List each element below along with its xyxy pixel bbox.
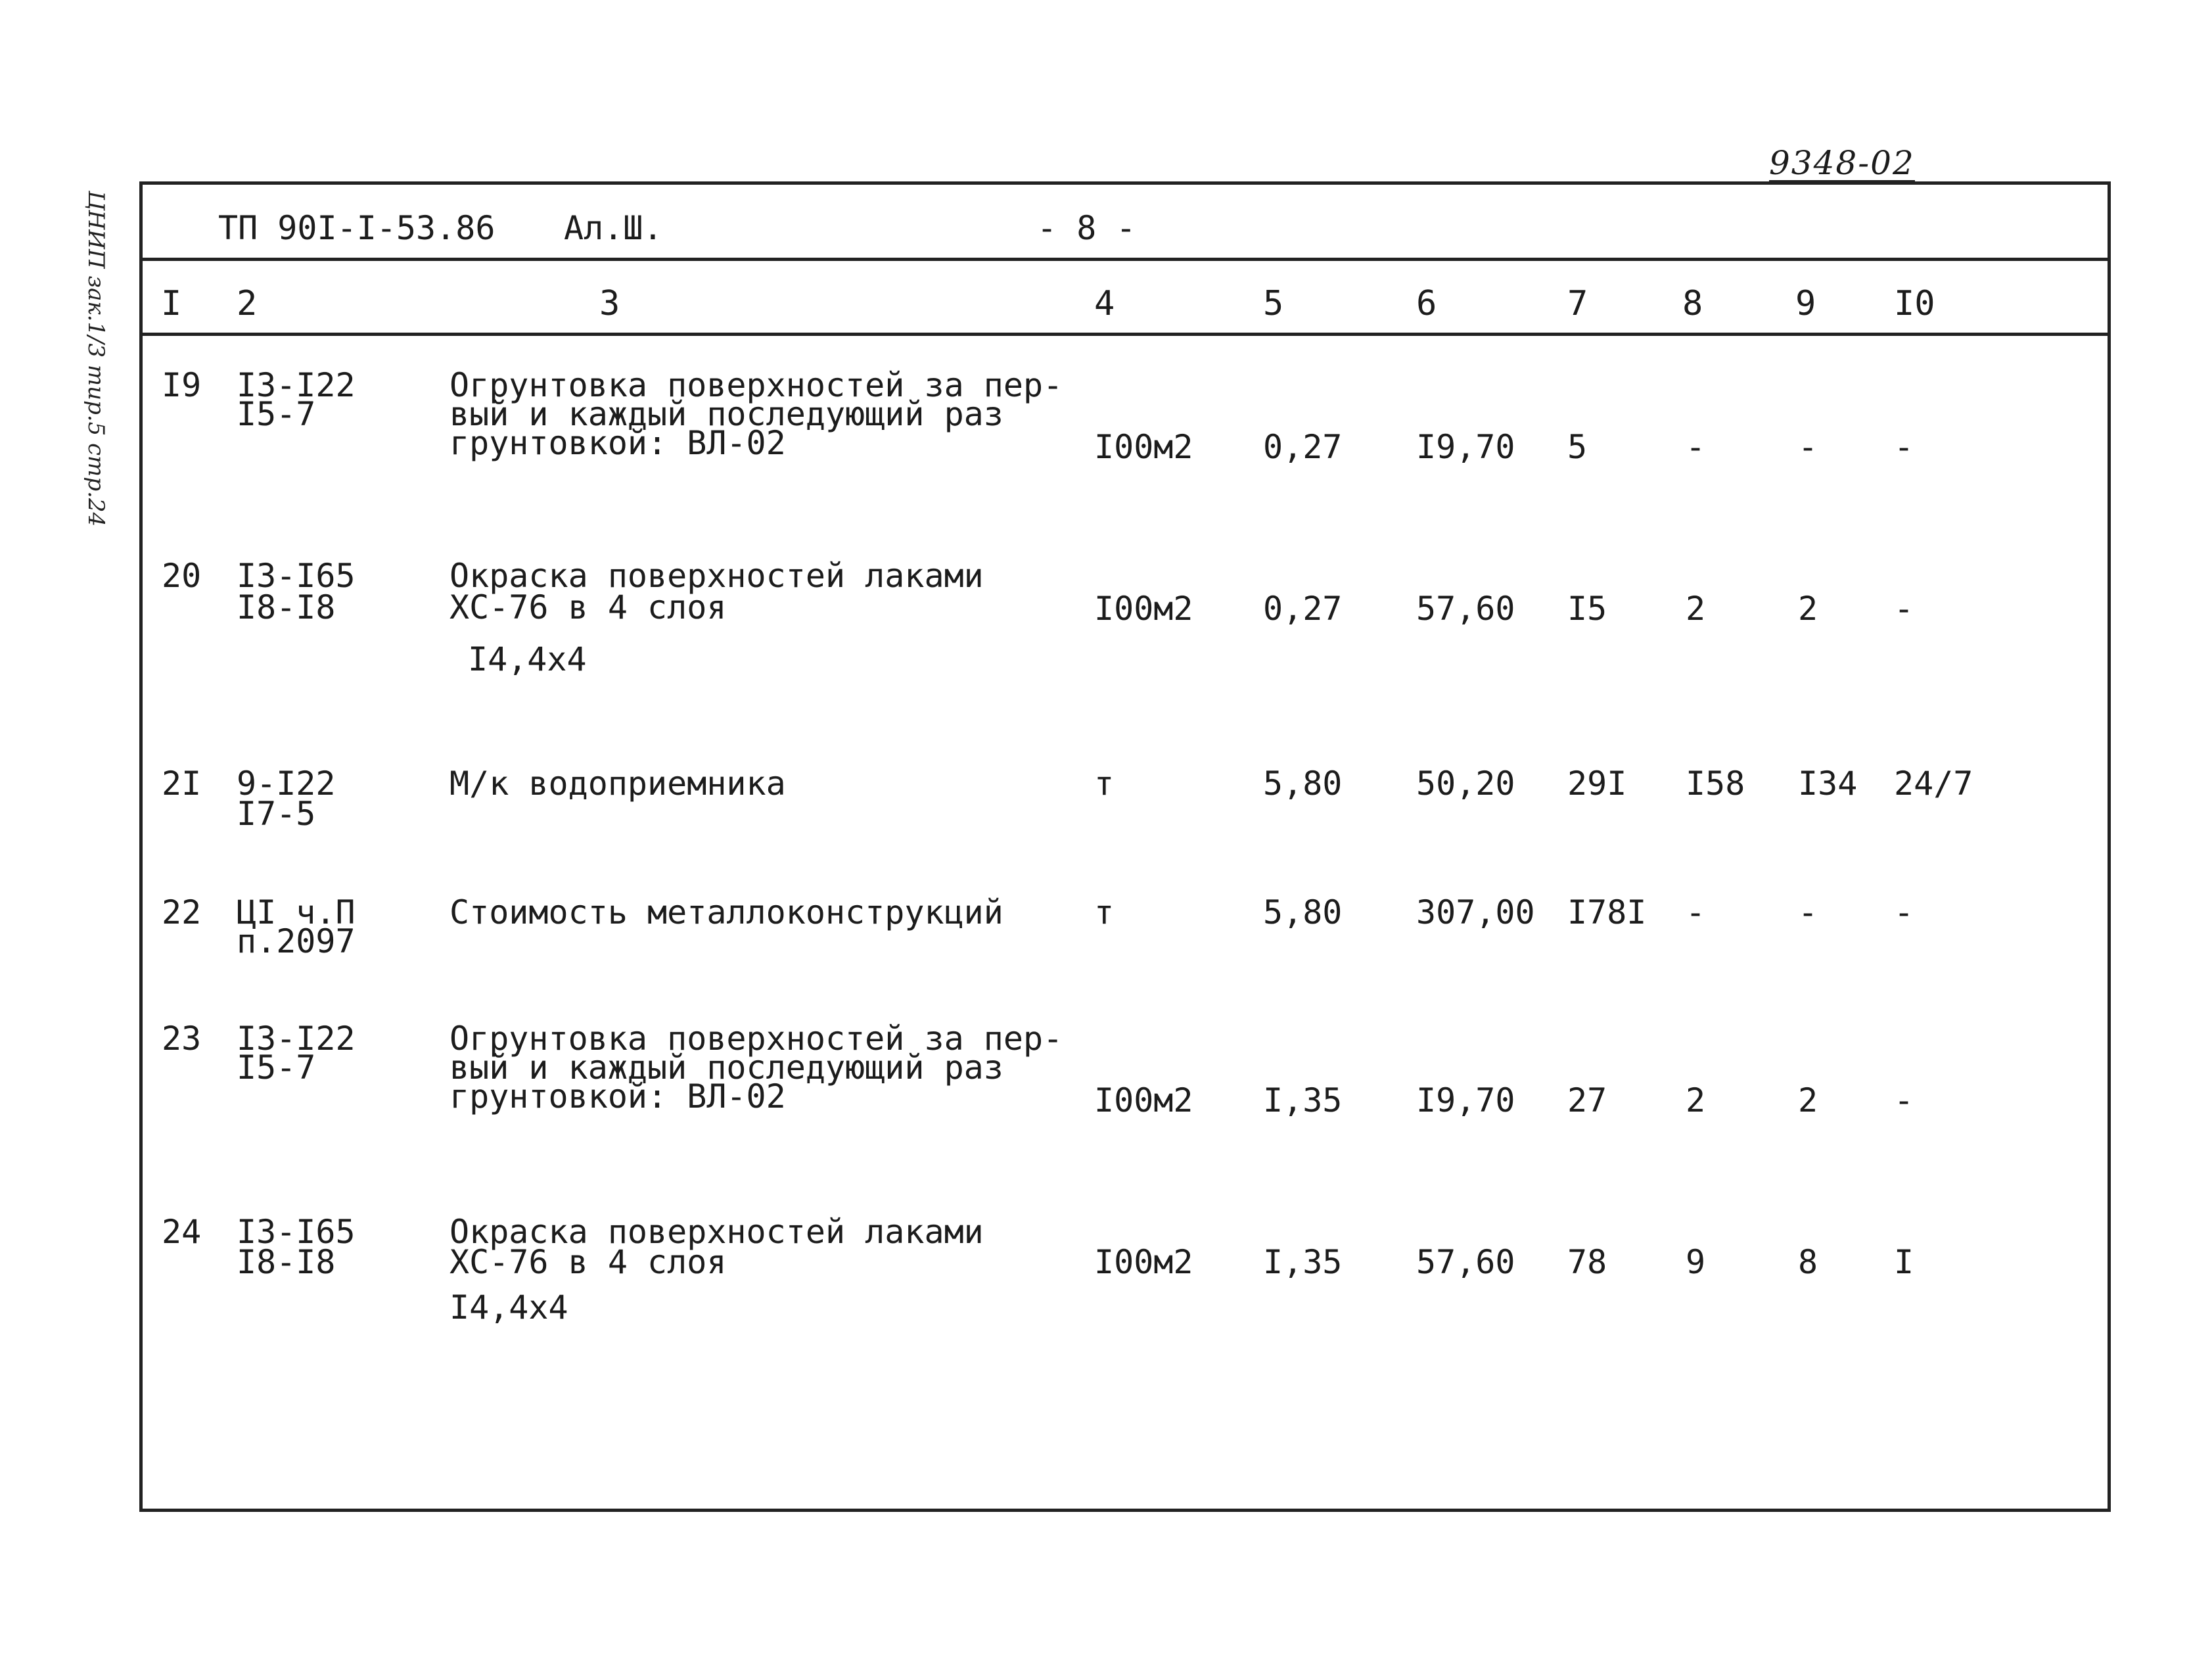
description-line: грунтовкой: ВЛ-02 (449, 1077, 786, 1116)
description-line: вый и каждый последующий раз (449, 395, 1003, 433)
description-line: Окраска поверхностей лаками (449, 557, 984, 595)
description-line: Огрунтовка поверхностей за пер- (449, 1020, 1063, 1058)
norm-code-line: I3-I65 (237, 1213, 356, 1251)
col-9-value: 2 (1798, 1081, 1818, 1119)
unit: I00м2 (1094, 590, 1193, 628)
col-7-value: 5 (1567, 428, 1588, 466)
unit-price: I9,70 (1416, 1081, 1515, 1119)
norm-code-line: п.2097 (237, 922, 356, 960)
unit: I00м2 (1094, 428, 1193, 466)
description-line: Стоимость металлоконструкций (449, 893, 1003, 931)
col-8-value: 2 (1686, 590, 1706, 628)
col-number-1: I (161, 284, 182, 323)
row-number: 20 (162, 557, 202, 595)
col-10-value: I (1894, 1243, 1914, 1281)
calculation-note: I4,4x4 (468, 640, 587, 678)
side-note: ЦНИП зак.1/3 тир.5 стр.24 (83, 191, 109, 527)
unit-price: I9,70 (1416, 428, 1515, 466)
quantity: 0,27 (1263, 428, 1343, 466)
description-line: вый и каждый последующий раз (449, 1048, 1003, 1087)
col-number-5: 5 (1263, 284, 1284, 323)
row-number: 24 (162, 1213, 202, 1251)
quantity: I,35 (1263, 1243, 1343, 1281)
unit: т (1094, 893, 1115, 931)
description-line: грунтовкой: ВЛ-02 (449, 424, 786, 462)
unit-price: 307,00 (1416, 893, 1535, 931)
description-line: ХС-76 в 4 слоя (449, 1243, 727, 1281)
col-number-9: 9 (1795, 284, 1816, 323)
page-number: - 8 - (1037, 209, 1136, 247)
col-9-value: - (1798, 428, 1818, 466)
col-7-value: 29I (1567, 764, 1627, 803)
norm-code-line: I8-I8 (237, 588, 336, 626)
header-rule (139, 258, 2111, 261)
row-number: 23 (162, 1020, 202, 1058)
norm-code-line: ЦI ч.П (237, 893, 356, 931)
col-7-value: I78I (1567, 893, 1647, 931)
unit-price: 57,60 (1416, 590, 1515, 628)
unit-price: 50,20 (1416, 764, 1515, 803)
row-number: I9 (162, 366, 202, 404)
description-line: М/к водоприемника (449, 764, 786, 803)
col-8-value: - (1686, 893, 1706, 931)
quantity: 0,27 (1263, 590, 1343, 628)
col-8-value: - (1686, 428, 1706, 466)
description-line: Окраска поверхностей лаками (449, 1213, 984, 1251)
norm-code-line: I5-7 (237, 395, 316, 433)
unit: т (1094, 764, 1115, 803)
col-7-value: I5 (1567, 590, 1607, 628)
quantity: 5,80 (1263, 764, 1343, 803)
description-line: Огрунтовка поверхностей за пер- (449, 366, 1063, 404)
col-number-10: I0 (1894, 284, 1935, 323)
col-9-value: - (1798, 893, 1818, 931)
quantity: I,35 (1263, 1081, 1343, 1119)
col-number-2: 2 (237, 284, 258, 323)
col-number-6: 6 (1416, 284, 1437, 323)
norm-code-line: I8-I8 (237, 1243, 336, 1281)
album-label: Ал.Ш. (564, 209, 663, 247)
unit-price: 57,60 (1416, 1243, 1515, 1281)
col-10-value: - (1894, 428, 1914, 466)
unit: I00м2 (1094, 1243, 1193, 1281)
archive-stamp: 9348-02 (1769, 144, 1915, 182)
col-number-7: 7 (1567, 284, 1588, 323)
calculation-note: I4,4x4 (449, 1288, 568, 1327)
col-10-value: - (1894, 1081, 1914, 1119)
col-10-value: - (1894, 893, 1914, 931)
row-number: 2I (162, 764, 202, 803)
col-8-value: 2 (1686, 1081, 1706, 1119)
quantity: 5,80 (1263, 893, 1343, 931)
norm-code-line: I3-I22 (237, 366, 356, 404)
col-8-value: I58 (1686, 764, 1745, 803)
col-9-value: I34 (1798, 764, 1858, 803)
norm-code-line: I3-I22 (237, 1020, 356, 1058)
norm-code-line: I3-I65 (237, 557, 356, 595)
col-7-value: 78 (1567, 1243, 1607, 1281)
norm-code-line: 9-I22 (237, 764, 336, 803)
col-8-value: 9 (1686, 1243, 1706, 1281)
col-9-value: 8 (1798, 1243, 1818, 1281)
col-number-3: 3 (599, 284, 620, 323)
row-number: 22 (162, 893, 202, 931)
col-9-value: 2 (1798, 590, 1818, 628)
col-number-4: 4 (1094, 284, 1115, 323)
col-number-8: 8 (1682, 284, 1703, 323)
col-10-value: 24/7 (1894, 764, 1973, 803)
norm-code-line: I7-5 (237, 795, 316, 833)
col-10-value: - (1894, 590, 1914, 628)
doc-code: ТП 90I-I-53.86 (218, 209, 495, 247)
table-frame (139, 181, 2111, 1512)
col-7-value: 27 (1567, 1081, 1607, 1119)
column-numbers-rule (139, 333, 2111, 336)
description-line: ХС-76 в 4 слоя (449, 588, 727, 626)
unit: I00м2 (1094, 1081, 1193, 1119)
norm-code-line: I5-7 (237, 1048, 316, 1087)
